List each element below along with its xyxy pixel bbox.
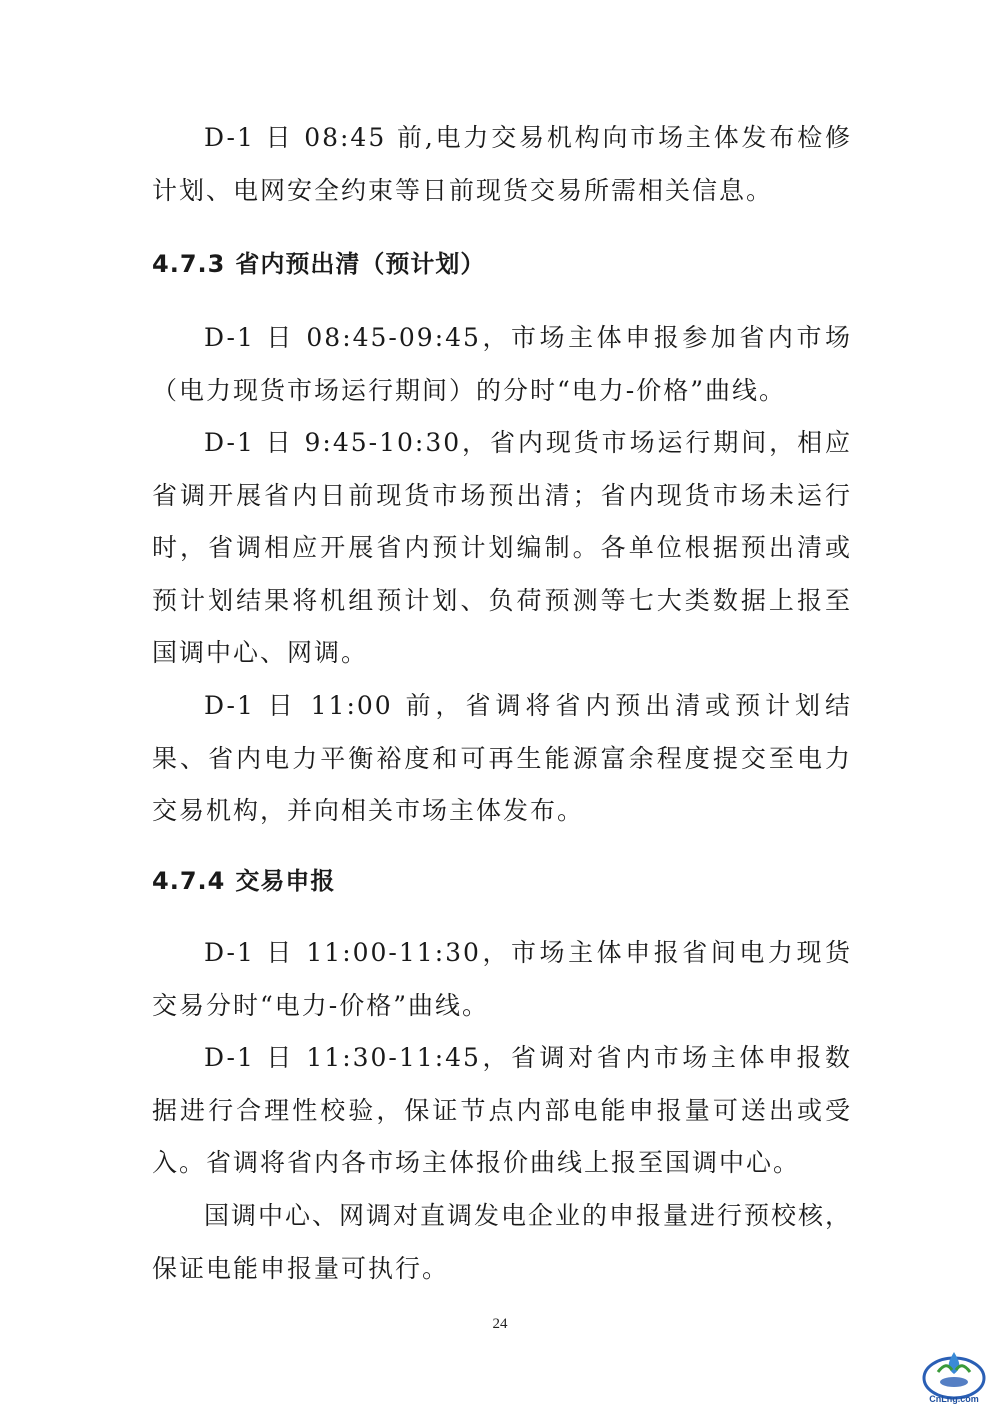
section-title: 交易申报: [235, 867, 336, 895]
logo-leaf-left: [938, 1366, 952, 1372]
cnlng-logo-icon: [918, 1342, 990, 1406]
section-number: 4.7.4: [152, 867, 226, 895]
logo-leaf-right: [956, 1366, 970, 1372]
section-title: 省内预出清（预计划）: [235, 250, 486, 278]
paragraph-bid-curve: D-1 日 08:45-09:45，市场主体申报参加省内市场（电力现货市场运行期间）的分时“电力-价格”曲线。: [152, 323, 852, 405]
section-heading-4-7-3: [152, 247, 852, 281]
section-heading-4-7-4: [152, 864, 852, 898]
paragraph-inspection-info: D-1 日 08:45 前,电力交易机构向市场主体发布检修计划、电网安全约束等日前现货交易所需相关信息。: [152, 123, 852, 205]
paragraph-trade-declaration: D-1 日 11:00-11:30，市场主体申报省间电力现货交易分时“电力-价格”曲线。: [152, 938, 852, 1020]
paragraph-validation: D-1 日 11:30-11:45，省调对省内市场主体申报数据进行合理性校验，保证节点内部电能申报量可送出或受入。省调将省内各市场主体报价曲线上报至国调中心。: [152, 1043, 852, 1177]
paragraph-pre-check: 国调中心、网调对直调发电企业的申报量进行预校核，保证电能申报量可执行。: [152, 1201, 853, 1283]
logo-text: CnLng.com: [929, 1394, 979, 1404]
logo-drop: [949, 1352, 960, 1374]
paragraph-pre-clearing: D-1 日 9:45-10:30，省内现货市场运行期间，相应省调开展省内日前现货市场预出清；省内现货市场未运行时，省调相应开展省内预计划编制。各单位根据预出清或预计划结果将机组预计划、负荷预测等七大类数据上报至国调中心、网调。: [152, 428, 852, 667]
logo-base: [940, 1377, 968, 1387]
section-number: 4.7.3: [152, 250, 226, 278]
paragraph-submit-results: D-1 日 11:00 前，省调将省内预出清或预计划结果、省内电力平衡裕度和可再生能源富余程度提交至电力交易机构，并向相关市场主体发布。: [152, 691, 852, 825]
page-number: 24: [492, 1316, 508, 1332]
